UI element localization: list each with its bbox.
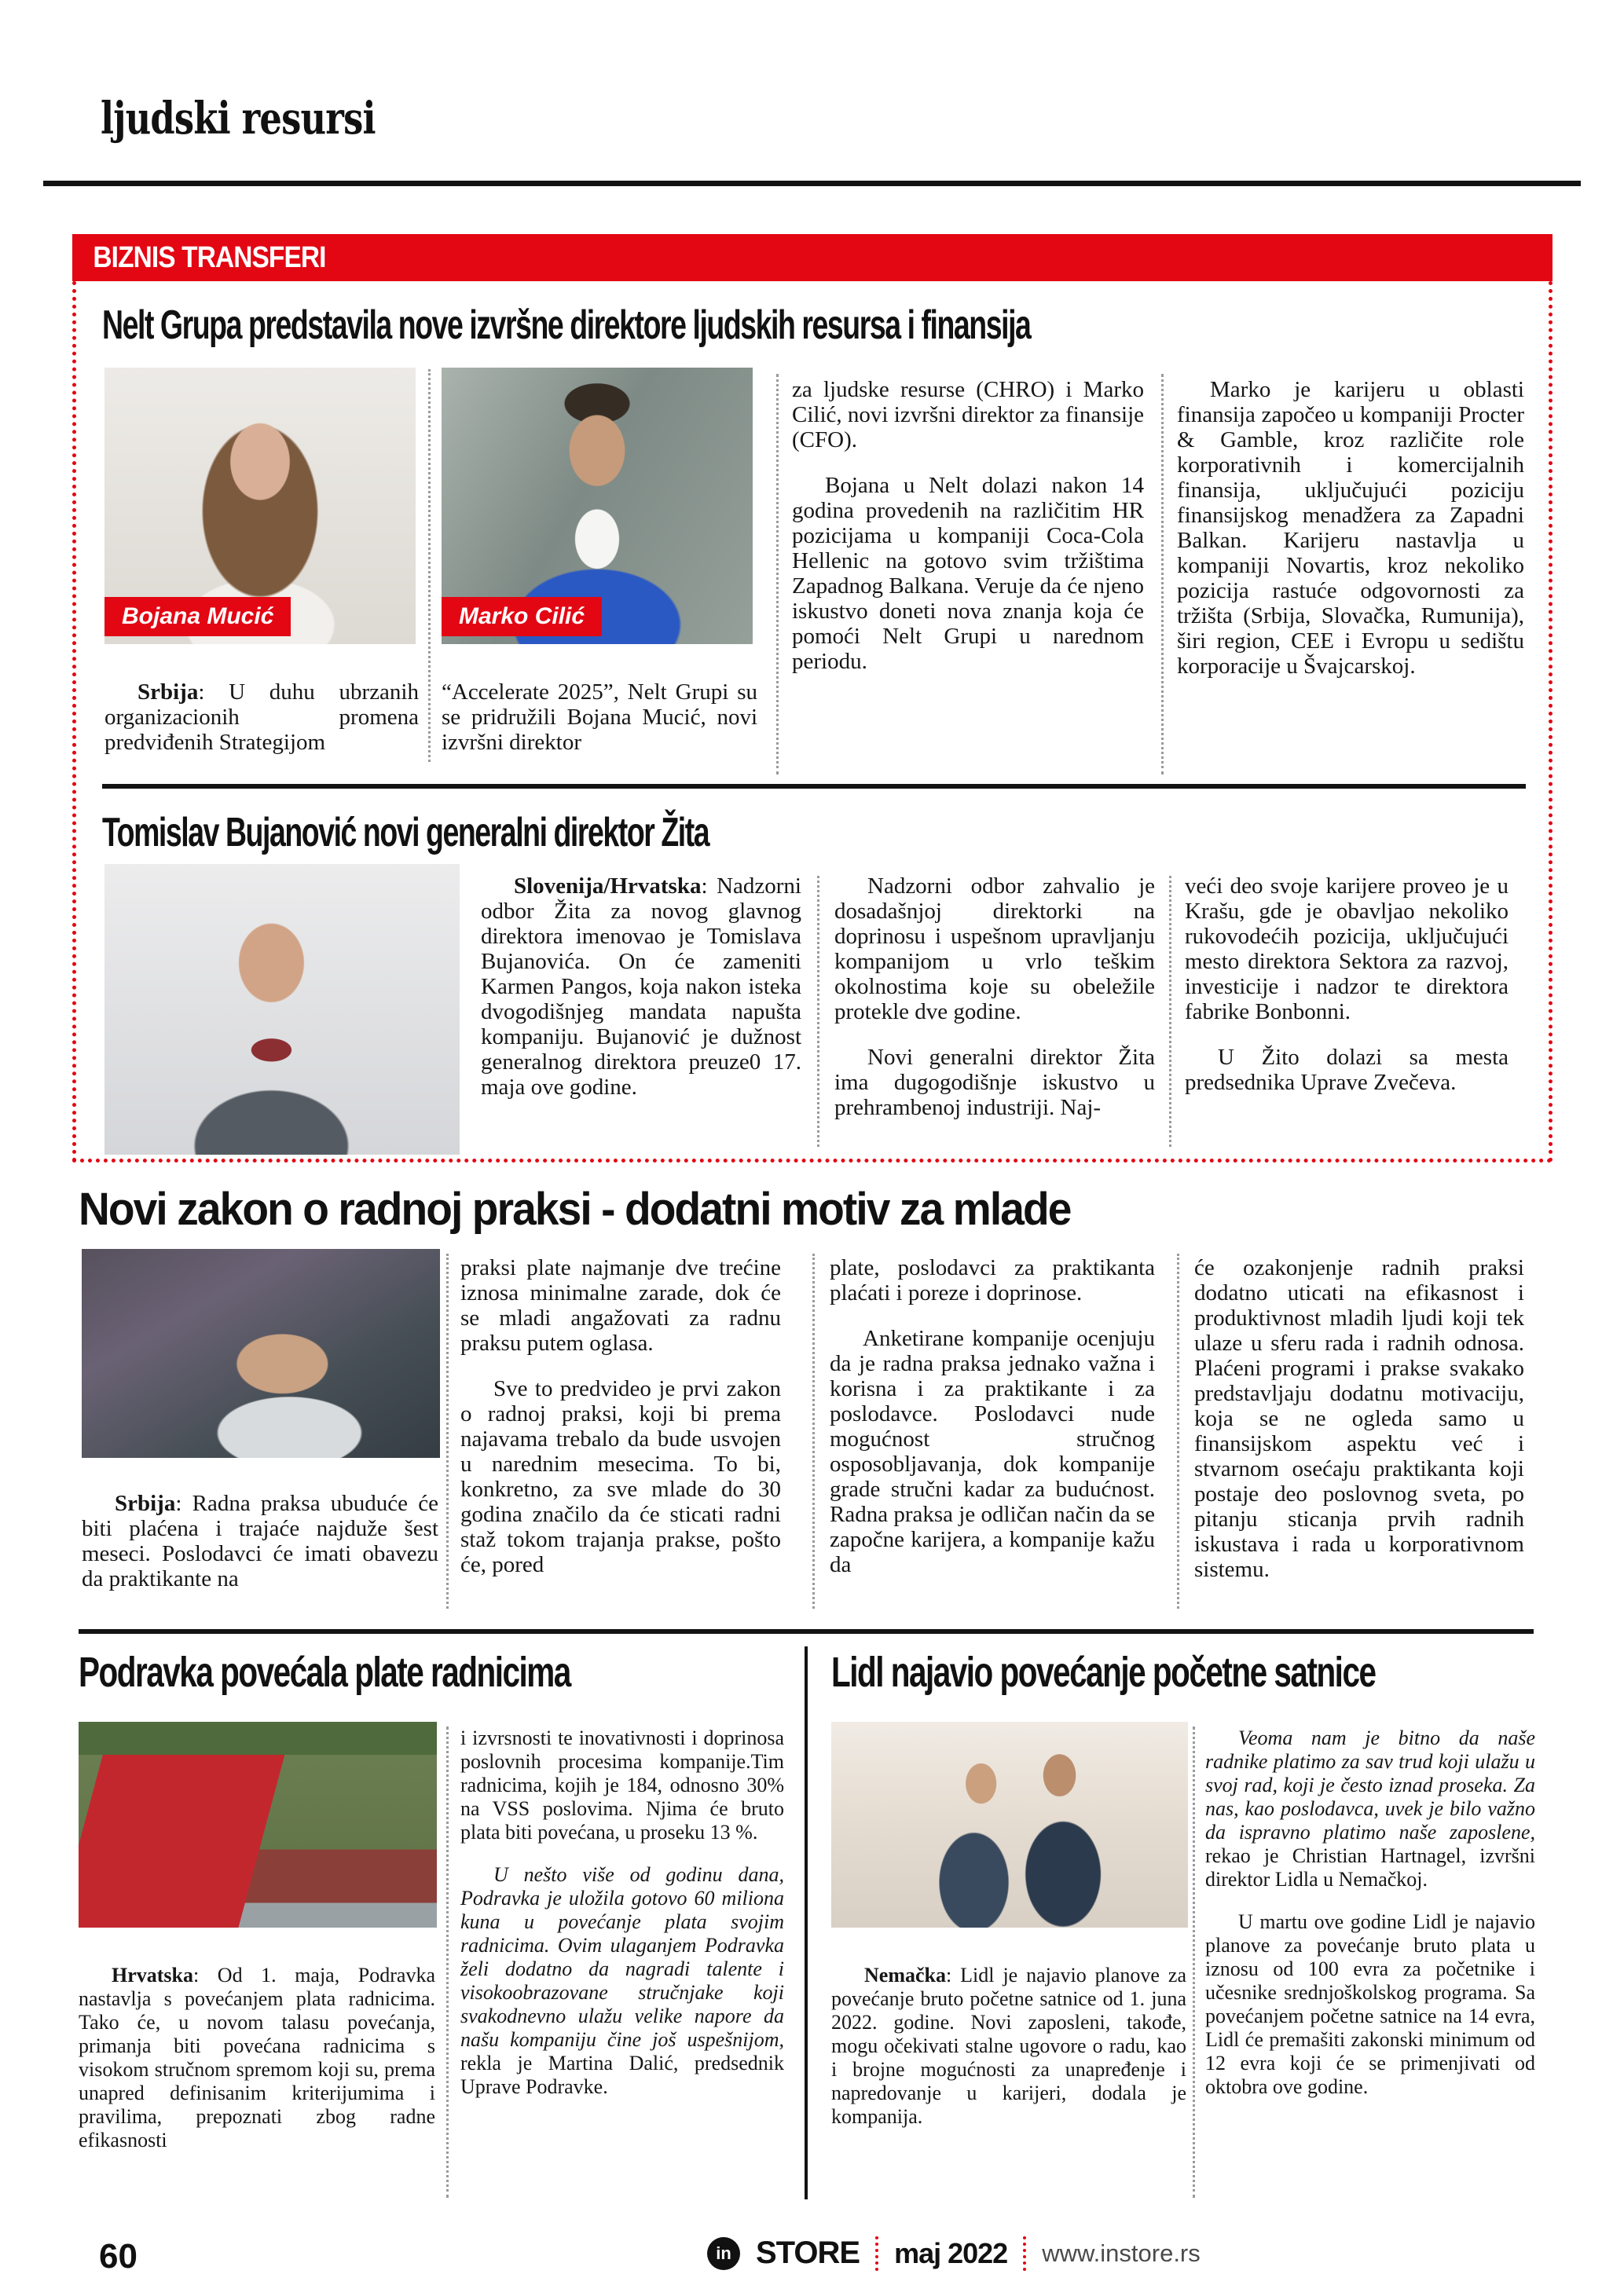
column-divider bbox=[1161, 374, 1164, 774]
article-divider-rule bbox=[79, 1629, 1534, 1634]
article-nelt-col2 bbox=[442, 679, 757, 755]
column-divider bbox=[428, 369, 431, 762]
article-praksa-col4 bbox=[1194, 1255, 1524, 1582]
body-text: veći deo svoje karijere proveo je u Krašu, gde je obavljao nekoliko rukovodećih pozicija, uključujući mesto direktora Sektora za razvoj, investicije i nadzor te direktora fabrike Bonbonni. bbox=[1185, 873, 1509, 1024]
body-text: praksi plate najmanje dve trećine iznosa minimalne zarade, dok će se mladi angažovati za radnu praksu putem oglasa. bbox=[460, 1255, 781, 1356]
photo-marko-cilic bbox=[442, 368, 753, 644]
country-lead: Srbija bbox=[115, 1491, 176, 1516]
country-lead: Srbija bbox=[137, 679, 199, 705]
header-rule bbox=[43, 181, 1581, 186]
article-zito-col3 bbox=[1185, 873, 1509, 1095]
page-section-label: ljudski resursi bbox=[101, 93, 376, 145]
article-praksa-col2 bbox=[460, 1255, 781, 1577]
bottom-articles-divider bbox=[805, 1646, 808, 2199]
body-text: plate, poslodavci za praktikanta plaćati i poreze i doprinose. bbox=[830, 1255, 1155, 1305]
article-nelt-col4 bbox=[1177, 377, 1524, 679]
article-nelt-col3 bbox=[792, 377, 1144, 674]
quote-attribution: rekao je Christian Hartnagel, izvršni direktor Lidla u Nemačkoj. bbox=[1205, 1844, 1535, 1891]
body-text: Novi generalni direktor Žita ima dugogodišnje iskustvo u prehrambenoj industriji. Naj- bbox=[834, 1045, 1155, 1120]
article-zito-title: Tomislav Bujanović novi generalni direktor Žita bbox=[102, 810, 709, 855]
footer-separator bbox=[875, 2236, 878, 2271]
column-divider bbox=[776, 374, 779, 774]
article-praksa-title: Novi zakon o radnoj praksi - dodatni motiv za mlade bbox=[79, 1184, 1071, 1235]
photo-caption-marko: Marko Cilić bbox=[442, 597, 602, 636]
body-text: će ozakonjenje radnih praksi dodatno uticati na efikasnost i produktivnost mladih ljudi koji tek ulaze u sferu rada i radnih odnosa. Plaćeni programi i prakse svakako predstavljaju dodatnu motivaciju, koja se ne ogleda samo u finansijskom aspektu već i stvarnom osećaju praktikanta koji postaje deo poslovnog sveta, po pitanju sticanja prvih radnih iskustava i rada u korporativnom sistemu. bbox=[1194, 1255, 1524, 1582]
article-lidl-col2 bbox=[1205, 1727, 1535, 2099]
footer-brand: STORE bbox=[756, 2236, 860, 2270]
column-divider bbox=[817, 876, 819, 1147]
footer-brand-group bbox=[707, 2236, 1201, 2271]
quote-text: Veoma nam je bitno da naše radnike platimo za sav trud koji ulažu u svoj rad, koji je često iznad proseka. Za nas, kao poslodavca, uvek je bilo važno da ispravno platimo naše zaposlene, bbox=[1205, 1727, 1535, 1844]
page-number: 60 bbox=[99, 2237, 137, 2276]
country-lead: Slovenija/Hrvatska bbox=[514, 873, 702, 899]
article-podravka-col1 bbox=[79, 1964, 435, 2152]
body-text: : Nadzorni odbor Žita za novog glavnog direktora imenovao je Tomislava Bujanovića. On će zameniti Karmen Pangos, koja nakon isteka dvogodišnjeg mandata napušta kompaniju. Bujanović je dužnost generalnog direktora preuze0 17. maja ove godine. bbox=[481, 873, 801, 1100]
country-lead: Hrvatska bbox=[112, 1964, 193, 1987]
article-divider-rule bbox=[102, 784, 1526, 789]
article-zito-col2 bbox=[834, 873, 1155, 1120]
country-lead: Nemačka bbox=[864, 1964, 946, 1987]
column-divider bbox=[1177, 1254, 1179, 1609]
body-text: “Accelerate 2025”, Nelt Grupi su se pridružili Bojana Mucić, novi izvršni direktor bbox=[442, 679, 757, 755]
article-nelt-title: Nelt Grupa predstavila nove izvršne direktore ljudskih resursa i finansija bbox=[102, 302, 1031, 348]
footer-separator bbox=[1023, 2236, 1026, 2271]
body-text: Anketirane kompanije ocenjuju da je radna praksa jednako važna i korisna i za praktikante i za poslodavce. Poslodavci nude mogućnost stručnog osposobljavanja, dok kompanije grade stručni kadar za budućnost. Radna praksa je odličan način da se započne karijera, a kompanije kažu da bbox=[830, 1326, 1155, 1577]
footer-website-link[interactable]: www.instore.rs bbox=[1042, 2239, 1201, 2267]
photo-tomislav-bujanovic bbox=[104, 864, 460, 1155]
body-text: U martu ove godine Lidl je najavio planove za povećanje bruto plata u iznosu od 100 evra za početnike i učesnike srednjoškolskog programa. Sa povećanjem početne satnice na 14 evra, Lidl će premašiti zakonski minimum od 12 evra koji će se primenjivati od oktobra ove godine. bbox=[1205, 1910, 1535, 2098]
photo-bojana-mucic bbox=[104, 368, 416, 644]
article-podravka-title: Podravka povećala plate radnicima bbox=[79, 1649, 570, 1696]
column-divider bbox=[812, 1254, 815, 1609]
section-banner bbox=[72, 234, 1553, 281]
article-praksa-col1 bbox=[82, 1491, 438, 1591]
column-divider bbox=[446, 1254, 449, 1609]
instore-logo-icon: in bbox=[707, 2237, 740, 2270]
footer-issue-date: maj 2022 bbox=[894, 2236, 1008, 2269]
body-text: Nadzorni odbor zahvalio je dosadašnjoj direktorki na doprinosu i uspešnom upravljanju kompanijom u vrlo teškim okolnostima koje su obeležile protekle dve godine. bbox=[834, 873, 1155, 1024]
body-text: : Lidl je najavio planove za povećanje bruto početne satnice od 1. juna 2022. godine. Novi zaposleni, takođe, mogu očekivati stalne ugovore o radu, kao i brojne mogućnosti za unapređenje i napredovanje u karijeri, dodala je kompanija. bbox=[831, 1964, 1186, 2128]
article-podravka-col2 bbox=[460, 1727, 784, 2099]
article-nelt-col1 bbox=[104, 679, 419, 755]
body-text: Marko je karijeru u oblasti finansija započeo u kompaniji Procter & Gamble, kroz različite role korporativnih i komercijalnih finansija, uključujući poziciju finansijskog menadžera za Zapadni Balkan. Karijeru nastavlja u kompaniji Novartis, kroz nekoliko pozicija rastuće odgovornosti za tržišta (Srbija, Slovačka, Rumunija), širi region, CEE i Evropu u sedištu korporacije u Švajcarskoj. bbox=[1177, 377, 1524, 679]
column-divider bbox=[1193, 1727, 1195, 2198]
column-divider bbox=[446, 1727, 449, 2198]
body-text: i izvrsnosti te inovativnosti i doprinosa poslovnih procesima kompanije.Tim radnicima, kojih je 184, odnosno 30% na VSS poslovima. Njima će bruto plata biti povećana, u proseku 13 %. bbox=[460, 1727, 784, 1844]
photo-lidl-employees bbox=[831, 1722, 1188, 1928]
photo-podravka-workers bbox=[79, 1722, 437, 1928]
body-text: : Radna praksa ubuduće će biti plaćena i trajaće najduže šest meseci. Poslodavci će imati obavezu da praktikante na bbox=[82, 1491, 438, 1591]
body-text: Bojana u Nelt dolazi nakon 14 godina provedenih na različitim HR pozicijama u kompaniji Coca-Cola Hellenic na gotovo svim tržištima Zapadnog Balkana. Veruje da će njeno iskustvo doneti nova znanja koja će pomoći Nelt Grupi u narednom periodu. bbox=[792, 473, 1144, 674]
article-zito-col1 bbox=[481, 873, 801, 1100]
article-lidl-col1 bbox=[831, 1964, 1186, 2129]
article-praksa-col3 bbox=[830, 1255, 1155, 1577]
body-text: Sve to predvideo je prvi zakon o radnoj praksi, koji bi prema najavama trebalo da bude usvojen u narednim mesecima. To bi, konkretno, za sve mlade do 30 godina značilo da će sticati radni staž tokom trajanja prakse, pošto će, pored bbox=[460, 1376, 781, 1577]
article-lidl-title: Lidl najavio povećanje početne satnice bbox=[831, 1649, 1376, 1696]
quote-text: U nešto više od godinu dana, Podravka je uložila gotovo 60 miliona kuna u povećanje plata svojim radnicima. Ovim ulaganjem Podravka želi dodatno da nagradi talente i visokoobrazovane stručnjake koji svakodnevno ulažu velike napore da našu kompaniju čine još uspešnijom, bbox=[460, 1863, 784, 2051]
body-text: za ljudske resurse (CHRO) i Marko Cilić, novi izvršni direktor za finansije (CFO). bbox=[792, 377, 1144, 452]
body-text: : U duhu ubrzanih organizacionih promena predviđenih Strategijom bbox=[104, 679, 419, 755]
column-divider bbox=[1169, 876, 1171, 1147]
photo-contract-signing bbox=[82, 1249, 440, 1458]
body-text: U Žito dolazi sa mesta predsednika Uprave Zvečeva. bbox=[1185, 1045, 1509, 1095]
photo-caption-bojana: Bojana Mucić bbox=[104, 597, 291, 636]
quote-attribution: rekla je Martina Dalić, predsednik Uprave Podravke. bbox=[460, 2052, 784, 2098]
body-text: : Od 1. maja, Podravka nastavlja s povećanjem plata radnicima. Tako će, u novom talasu povećanja, primanja biti povećana radnicima s visokom stručnom spremom koji su, prema unapred definisanim kriterijumima i pravilima, prepoznati zbog radne efikasnosti bbox=[79, 1964, 435, 2151]
section-banner-label: BIZNIS TRANSFERI bbox=[93, 241, 326, 274]
